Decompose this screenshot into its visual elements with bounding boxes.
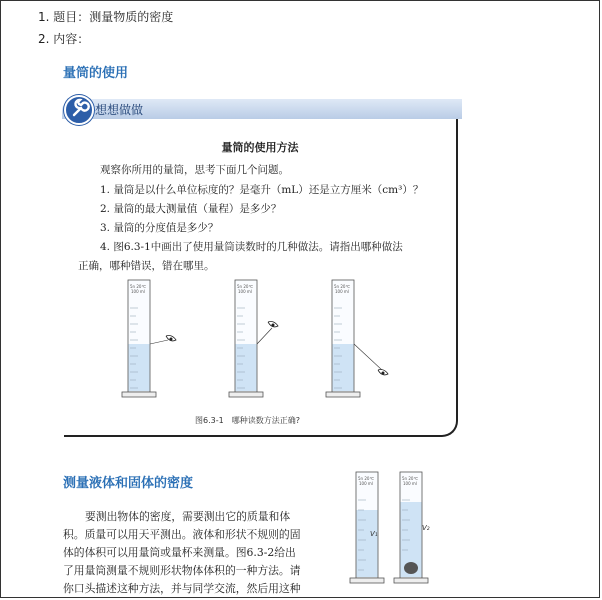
card-line: 3. 量筒的分度值是多少？ xyxy=(100,222,219,234)
svg-text:5n 20℃: 5n 20℃ xyxy=(358,476,374,481)
svg-text:100 ml: 100 ml xyxy=(335,289,349,294)
caption-number: 图6.3-1 xyxy=(195,416,224,425)
svg-text:5n 20℃: 5n 20℃ xyxy=(402,476,418,481)
body-paragraph xyxy=(63,508,333,598)
cylinder-figure-2 xyxy=(348,470,438,585)
v2-label: V₂ xyxy=(422,524,430,532)
item-title: 1. 题目：测量物质的密度 xyxy=(38,10,174,24)
paragraph-line: 你口头描述这种方法，并与同学交流，然后用这种 xyxy=(63,582,301,595)
svg-text:5n 20℃: 5n 20℃ xyxy=(237,284,253,289)
cylinder-1 xyxy=(122,280,176,397)
paragraph-line: 要测出物体的密度，需要测出它的质量和体 xyxy=(85,510,291,523)
card-line: 正确，哪种错误，错在哪里。 xyxy=(78,260,215,272)
paragraph-line: 体的体积可以用量筒或量杯来测量。图6.3-2给出 xyxy=(63,546,296,559)
cylinder-v2 xyxy=(394,472,430,583)
section-title-cylinder: 量筒的使用 xyxy=(63,66,129,81)
paragraph-line: 了用量筒测量不规则形状物体体积的一种方法。请 xyxy=(63,564,301,577)
svg-text:100 ml: 100 ml xyxy=(131,289,145,294)
svg-text:100 ml: 100 ml xyxy=(238,289,252,294)
svg-text:100 ml: 100 ml xyxy=(403,481,417,486)
svg-text:100 ml: 100 ml xyxy=(359,481,373,486)
section-title-density: 测量液体和固体的密度 xyxy=(63,476,194,491)
activity-tab xyxy=(62,96,462,120)
cylinder-figure xyxy=(120,278,400,403)
cylinder-2 xyxy=(229,280,278,397)
figure-caption xyxy=(195,415,300,426)
caption-text: 哪种读数方法正确? xyxy=(231,416,300,425)
item-content: 2. 内容： xyxy=(38,32,90,46)
cylinder-3 xyxy=(326,280,388,397)
card-line: 1. 量筒是以什么单位标度的？是毫升（mL）还是立方厘米（cm³）？ xyxy=(100,184,424,196)
card-line: 4. 图6.3-1中画出了使用量筒读数时的几种做法。请指出哪种做法 xyxy=(100,241,403,253)
cylinder-v1 xyxy=(350,472,384,583)
paragraph-line: 积。质量可以用天平测出。液体和形状不规则的固 xyxy=(63,528,301,541)
card-line: 2. 量筒的最大测量值（量程）是多少？ xyxy=(100,203,282,215)
card-title: 量筒的使用方法 xyxy=(221,141,299,154)
svg-text:5n 20℃: 5n 20℃ xyxy=(334,284,350,289)
tab-label: 想想做做 xyxy=(95,103,144,117)
card-line: 观察你所用的量筒，思考下面几个问题。 xyxy=(100,164,289,176)
svg-text:5n 20℃: 5n 20℃ xyxy=(130,284,146,289)
v1-label: V₁ xyxy=(370,530,378,538)
